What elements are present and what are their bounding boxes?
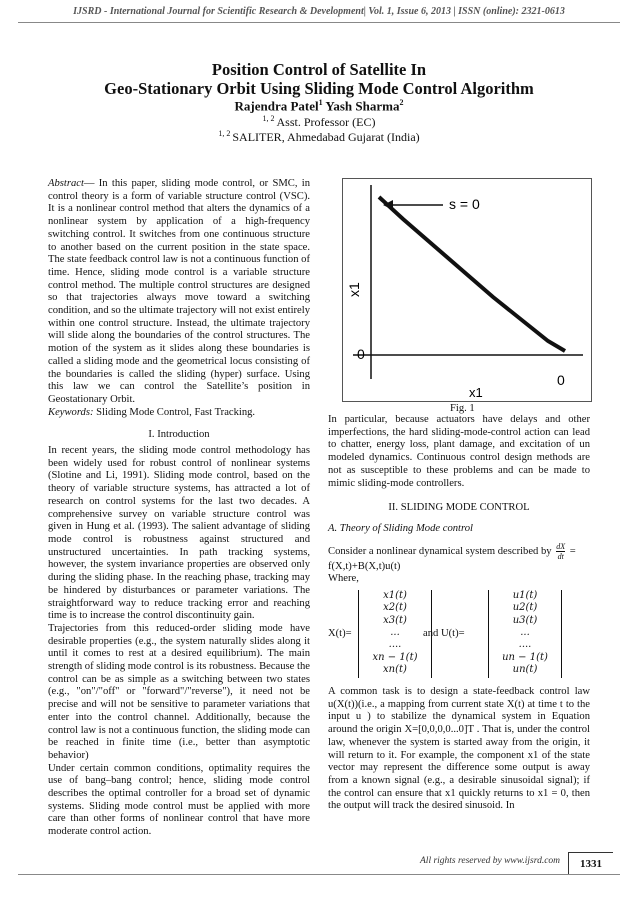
sliding-line: [379, 197, 565, 351]
title-line-1: Position Control of Satellite In: [211, 60, 427, 79]
keywords: Keywords: Sliding Mode Control, Fast Tracking.: [48, 406, 256, 418]
author-line: Rajendra Patel$^1$ Yash Sharma$^2$: [234, 98, 404, 114]
u-vector-entry: ...: [520, 626, 530, 638]
figure-caption: Fig. 1: [450, 403, 475, 414]
author-1: Rajendra Patel: [234, 98, 319, 114]
sliding-surface-plot: [343, 179, 591, 401]
equation-line: f(X,t)+B(X,t)u(t): [328, 560, 401, 572]
u-vector-entries: [489, 590, 561, 676]
intro-paragraph-1: In recent years, the sliding mode control methodology has been widely used for robust control of nonlinear systems (Slotine and Li, 1991). Sliding mode control, based on the theory of variable structure systems, has attracted a lot of research on control systems for the last two decades. A comprehensive survey on variable structure control was given in Hung et al. (1993). The salient advantage of sliding mode control is robustness against structured and unstructured uncertainties. In path tracking systems, however, the system invariance properties are observed only during the sliding phase. In the reaching phase, tracking may be hindered by disturbances or parameter variations. The straightforward way to reduce tracking error and reaching time is to increase the control discontinuity gain.: [48, 445, 310, 622]
u-vector-entry: u1(t): [512, 590, 538, 602]
paper-title: [0, 60, 638, 98]
affiliation-1: $^{1, 2}$ Asst. Professor (EC): [262, 114, 376, 129]
author-2: Yash Sharma: [322, 98, 400, 114]
affiliation-2: $^{1, 2}$ SALITER, Ahmedabad Gujarat (India): [218, 129, 420, 144]
right-column: [328, 414, 590, 813]
x-vector: [358, 590, 432, 678]
subsection-a-heading: A. Theory of Sliding Mode control: [328, 522, 473, 534]
abstract: Abstract— In this paper, sliding mode control, or SMC, in control theory is a form of variable structure control (VSC). It is a nonlinear control method that alters the dynamics of a nonlinear system by application of a high-frequency switching control. It switches from one continuous structure to another based on the current position in the state space. The state feedback control law is not a continuous function of time. Hence, sliding mode control is a variable structure control method. The multiple control structures are designed so that trajectories always move toward a switching condition, and so the ultimate trajectory will not exist entirely within one control structure. Instead, the ultimate trajectory will slide along the boundaries of the control structures. The motion of the system as it slides along these boundaries is called a sliding mode and the geometrical locus consisting of the boundaries is called the sliding (hyper) surface. Using this law we can control the Satellite’s position in Geostationary Orbit.: [48, 178, 310, 405]
title-line-2: Geo-Stationary Orbit Using Sliding Mode Control Algorithm: [104, 79, 534, 98]
copyright-footer: All rights reserved by www.ijsrd.com: [420, 856, 561, 866]
zero-bottom-label: 0: [557, 372, 565, 388]
x-vector-entry: ....: [388, 639, 402, 651]
equation-intro: Consider a nonlinear dynamical system described by $\frac{dX}{dt}$ =: [328, 541, 576, 561]
y-axis-label: x1: [346, 282, 362, 297]
u-vector-entry: u3(t): [512, 614, 538, 626]
u-vector-entry: u2(t): [512, 602, 538, 614]
intro-paragraph-2: Trajectories from this reduced-order sliding mode have desirable properties (e.g., the system naturally slides along it until it comes to rest at a desired equilibrium). The main strength of sliding mode control is its robustness. Because the control can be as simple as a switching between two states (e.g., "on"/"off" or "forward"/"reverse"), it need not be precise and will not be sensitive to parameter variations that enter into the control channel. Additionally, because the control law is not a continuous function, the sliding mode can be reached in finite time (i.e., better than asymptotic behavior): [48, 622, 310, 761]
x-vector-entry: ...: [390, 626, 400, 638]
u-vector: [488, 590, 562, 678]
x-vector-entry: x3(t): [383, 614, 407, 626]
header-rule: [18, 22, 620, 23]
x-vector-entry: x1(t): [383, 590, 407, 602]
x-vector-entry: xn − 1(t): [372, 651, 418, 663]
where-label: Where,: [328, 573, 359, 585]
zero-left-label: 0: [357, 346, 365, 362]
right-paragraph-1: In particular, because actuators have delays and other imperfections, the hard sliding-mode-control action can lead to chatter, energy loss, plant damage, and excitation of un modeled dynamics. Continuous control design methods are not as susceptible to these problems and can be made to mimic sliding-mode controllers.: [328, 414, 590, 489]
u-vector-entry: ....: [518, 639, 532, 651]
x-axis-label: x1: [469, 385, 483, 400]
state-vectors: [328, 588, 590, 682]
u-vector-entry: un(t): [512, 663, 538, 675]
left-column: [48, 178, 310, 839]
x-vector-entries: [359, 590, 431, 676]
s-label: s = 0: [449, 196, 480, 212]
section-2-heading: II. SLIDING MODE CONTROL: [388, 502, 530, 514]
figure-1: [342, 178, 592, 402]
section-1-heading: I. Introduction: [148, 429, 210, 441]
u-vector-entry: un − 1(t): [502, 651, 548, 663]
intro-paragraph-3: Under certain common conditions, optimality requires the use of bang–bang control; hence, sliding mode control describes the optimal controller for a broad set of dynamic systems. Sliding mode control must be applied with more care than other forms of nonlinear control that have more moderate control action.: [48, 762, 310, 838]
right-paragraph-2: A common task is to design a state-feedback control law u(X(t))(i.e., a mapping from current state X(t) at time t to the input u ) to stabilize the dynamical system in Equation around the origin X=[0,0,0,0...0]T . That is, under the control law, whenever the system is started away from the origin, it will return to it. For example, the component x1 of the state vector may represent the difference some output is away from a known signal (e.g., a desirable sinusoidal signal); if the control can ensure that x1 quickly returns to x1 = 0, then the output will track the desired sinusoid. In: [328, 686, 590, 812]
fraction: $\frac{dX}{dt}$: [556, 541, 566, 561]
x-vector-entry: x2(t): [383, 602, 407, 614]
footer-rule: [18, 874, 620, 875]
journal-header: IJSRD - International Journal for Scientific Research & Development| Vol. 1, Issue 6, 2013 | ISSN (online): 2321-0613: [73, 6, 565, 17]
x-vector-label: X(t)=: [328, 628, 352, 640]
page-number: 1331: [568, 852, 613, 875]
x-vector-entry: xn(t): [383, 663, 407, 675]
u-vector-label: and U(t)=: [423, 628, 465, 640]
